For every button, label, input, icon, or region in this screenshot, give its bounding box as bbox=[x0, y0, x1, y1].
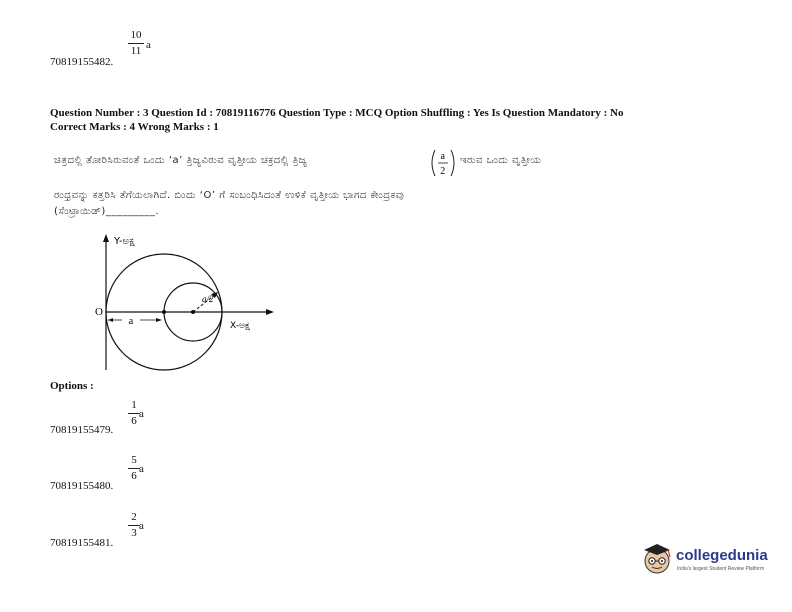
fraction-denominator: 11 bbox=[130, 45, 142, 57]
fraction-numerator: 10 bbox=[130, 29, 142, 41]
question-text-line2: ರಂಧ್ರವನ್ನು ಕತ್ತರಿಸಿ ತೆಗೆಯಲಾಗಿದೆ. ಬಿಂದು ‘O’ ಗೆ ಸಂಬಂಧಿಸಿದಂತೆ ಉಳಿಕೆ ವೃತ್ತೀಯ ಭಾಗದ ಕೇಂದ್ರಕವು bbox=[54, 190, 405, 201]
origin-label: O bbox=[95, 306, 103, 318]
question-figure bbox=[92, 232, 292, 372]
option-1-variable: a bbox=[139, 408, 144, 420]
x-axis-arrow-icon bbox=[266, 309, 274, 315]
previous-option-fraction bbox=[128, 30, 144, 57]
question-header-line1: Question Number : 3 Question Id : 70819116776 Question Type : MCQ Option Shuffling : Yes Is Question Mandatory : No bbox=[50, 107, 624, 119]
radius-fraction bbox=[429, 148, 457, 178]
question-header bbox=[50, 106, 750, 134]
fraction-denominator: 6 bbox=[131, 415, 137, 427]
y-axis-arrow-icon bbox=[103, 234, 109, 242]
radius-fraction-paren bbox=[429, 148, 457, 178]
mascot-icon bbox=[640, 541, 674, 577]
logo-name: collegedunia bbox=[676, 547, 768, 564]
option-3-id[interactable]: 70819155481. bbox=[50, 537, 114, 549]
options-label: Options : bbox=[50, 380, 94, 392]
radius-denominator: 2 bbox=[440, 166, 446, 177]
fraction-numerator: 5 bbox=[131, 454, 137, 466]
option-3-variable: a bbox=[139, 520, 144, 532]
question-text-part1: ಚಿತ್ರದಲ್ಲಿ ತೋರಿಸಿರುವಂತೆ ಒಂದು ‘a’ ತ್ರಿಜ್ಯವಿರುವ ವೃತ್ತೀಯ ಚಕ್ರದಲ್ಲಿ ತ್ರಿಜ್ಯ bbox=[54, 155, 308, 166]
logo-tagline: India's largest Student Review Platform bbox=[677, 566, 765, 572]
question-text-part2: ಇರುವ ಒಂದು ವೃತ್ತೀಯ bbox=[460, 155, 542, 166]
collegedunia-logo[interactable] bbox=[640, 541, 780, 581]
option-2-variable: a bbox=[139, 463, 144, 475]
question-text-line1 bbox=[54, 152, 614, 182]
x-axis-label: X-ಅಕ್ಷ bbox=[230, 321, 250, 331]
previous-option-variable: a bbox=[146, 39, 151, 51]
question-header-line2: Correct Marks : 4 Wrong Marks : 1 bbox=[50, 121, 219, 133]
option-2-id[interactable]: 70819155480. bbox=[50, 480, 114, 492]
fraction-denominator: 3 bbox=[131, 527, 137, 539]
previous-option-id: 70819155482. bbox=[50, 56, 114, 68]
fraction-numerator: 1 bbox=[131, 399, 137, 411]
large-circle-center bbox=[162, 310, 166, 314]
fraction-denominator: 6 bbox=[131, 470, 137, 482]
fraction-bar bbox=[128, 43, 144, 44]
distance-label: a bbox=[128, 316, 134, 327]
left-arrowhead-icon bbox=[108, 318, 113, 322]
right-arrowhead-icon bbox=[156, 318, 162, 322]
option-1-id[interactable]: 70819155479. bbox=[50, 424, 114, 436]
fraction-numerator: 2 bbox=[131, 511, 137, 523]
radius-label: a/2 bbox=[202, 294, 214, 304]
question-text-line3: (ಸೆಂಟ್ರಾಯಿಡ್)_________. bbox=[54, 206, 159, 217]
radius-numerator: a bbox=[440, 151, 446, 162]
y-axis-label: Y-ಅಕ್ಷ bbox=[114, 236, 135, 247]
